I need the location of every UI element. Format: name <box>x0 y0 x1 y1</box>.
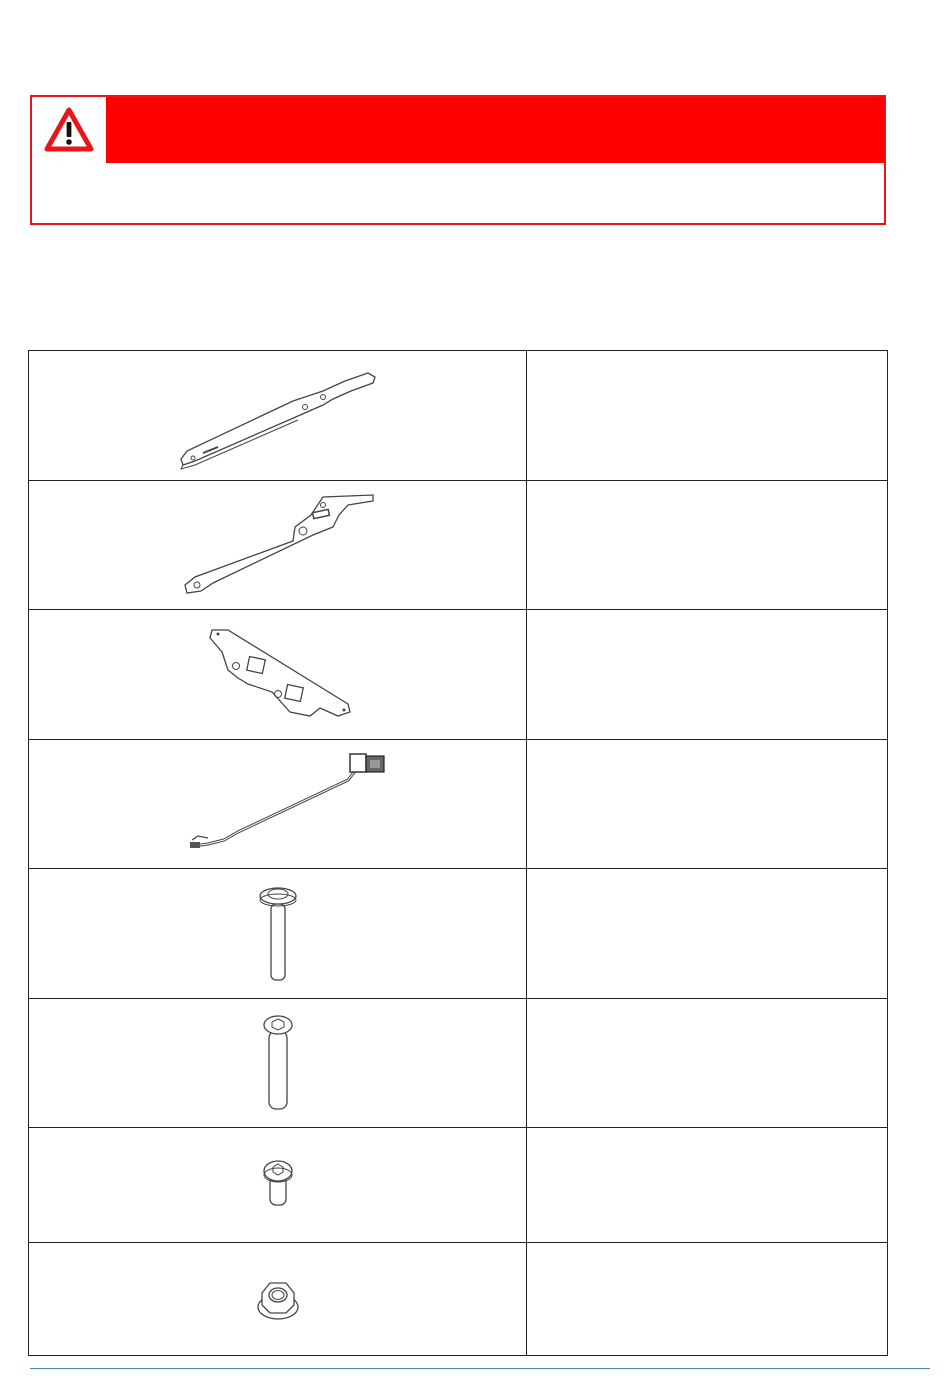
button-head-bolt-icon <box>248 1013 308 1113</box>
warning-header-bar <box>106 97 884 163</box>
part-image-cell <box>29 740 527 869</box>
table-row <box>29 999 888 1128</box>
part-description <box>527 1128 888 1243</box>
part-description <box>527 481 888 610</box>
part-image-cell <box>29 999 527 1128</box>
part-description <box>527 610 888 740</box>
table-row <box>29 1128 888 1243</box>
holder-plate-icon <box>198 620 358 730</box>
parts-table <box>28 350 888 1356</box>
warning-triangle-icon <box>44 107 94 153</box>
long-flange-bolt-icon <box>248 884 308 984</box>
flange-nut-icon <box>248 1269 308 1329</box>
short-flange-bolt-icon <box>248 1155 308 1215</box>
footer-divider <box>30 1368 930 1369</box>
table-row <box>29 869 888 999</box>
part-image-cell <box>29 1128 527 1243</box>
table-row <box>29 351 888 481</box>
part-image-cell <box>29 610 527 740</box>
warning-box <box>30 95 886 225</box>
part-image-cell <box>29 869 527 999</box>
part-image-cell <box>29 1243 527 1356</box>
table-row <box>29 1243 888 1356</box>
part-description <box>527 351 888 481</box>
part-description <box>527 740 888 869</box>
table-row <box>29 481 888 610</box>
long-mounting-bracket-icon <box>173 361 383 471</box>
part-description <box>527 869 888 999</box>
mounting-bracket-icon <box>173 487 383 603</box>
table-row <box>29 610 888 740</box>
table-row <box>29 740 888 869</box>
wiring-harness-icon <box>168 746 388 862</box>
part-description <box>527 999 888 1128</box>
part-image-cell <box>29 351 527 481</box>
part-image-cell <box>29 481 527 610</box>
part-description <box>527 1243 888 1356</box>
warning-icon-cell <box>32 97 106 163</box>
